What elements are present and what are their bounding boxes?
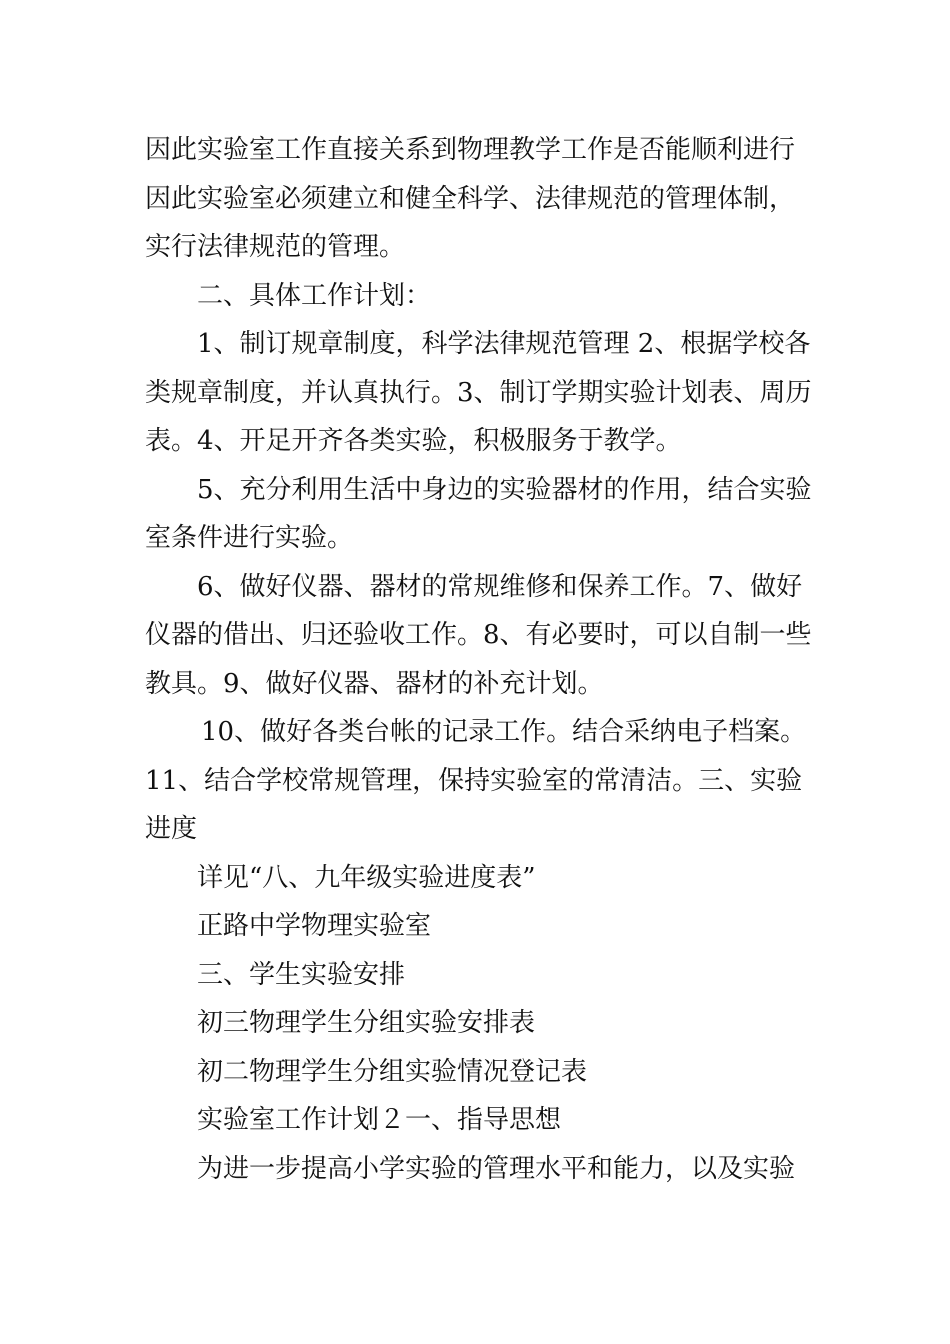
text-line: 教具。9、做好仪器、器材的补充计划。 bbox=[145, 668, 604, 699]
section-heading: 二、具体工作计划： bbox=[197, 280, 432, 311]
text-line: 1、制订规章制度，科学法律规范管理 2、根据学校各 bbox=[197, 329, 811, 359]
text-line: 为进一步提高小学实验的管理水平和能力，以及实验 bbox=[197, 1153, 796, 1184]
text-line: 5、充分利用生活中身边的实验器材的作用，结合实验 bbox=[197, 474, 812, 505]
text-line: 室条件进行实验。 bbox=[145, 523, 354, 553]
text-line: 类规章制度，并认真执行。3、制订学期实验计划表、周历 bbox=[145, 377, 812, 408]
text-line: 10、做好各类台帐的记录工作。结合采纳电子档案。 bbox=[201, 717, 807, 747]
text-line: 仪器的借出、归还验收工作。8、有必要时，可以自制一些 bbox=[145, 620, 812, 650]
text-line: 初三物理学生分组实验安排表 bbox=[197, 1008, 536, 1038]
text-line: 初二物理学生分组实验情况登记表 bbox=[197, 1056, 588, 1087]
section-heading: 三、学生实验安排 bbox=[197, 959, 406, 990]
document-body bbox=[145, 126, 825, 1193]
section-heading: 实验室工作计划２一、指导思想 bbox=[197, 1105, 562, 1135]
text-line: 因此实验室必须建立和健全科学、法律规范的管理体制， bbox=[145, 183, 796, 214]
text-line: 正路中学物理实验室 bbox=[197, 911, 432, 941]
text-line: 6、做好仪器、器材的常规维修和保养工作。7、做好 bbox=[197, 571, 803, 602]
text-line: 表。4、开足开齐各类实验，积极服务于教学。 bbox=[145, 426, 682, 456]
text-line: 进度 bbox=[145, 814, 198, 844]
text-line: 详见“八、九年级实验进度表” bbox=[197, 862, 536, 893]
text-line: 实行法律规范的管理。 bbox=[145, 232, 406, 262]
text-line: 因此实验室工作直接关系到物理教学工作是否能顺利进行 bbox=[145, 135, 796, 165]
text-line: 11、结合学校常规管理，保持实验室的常清洁。三、实验 bbox=[145, 765, 803, 796]
